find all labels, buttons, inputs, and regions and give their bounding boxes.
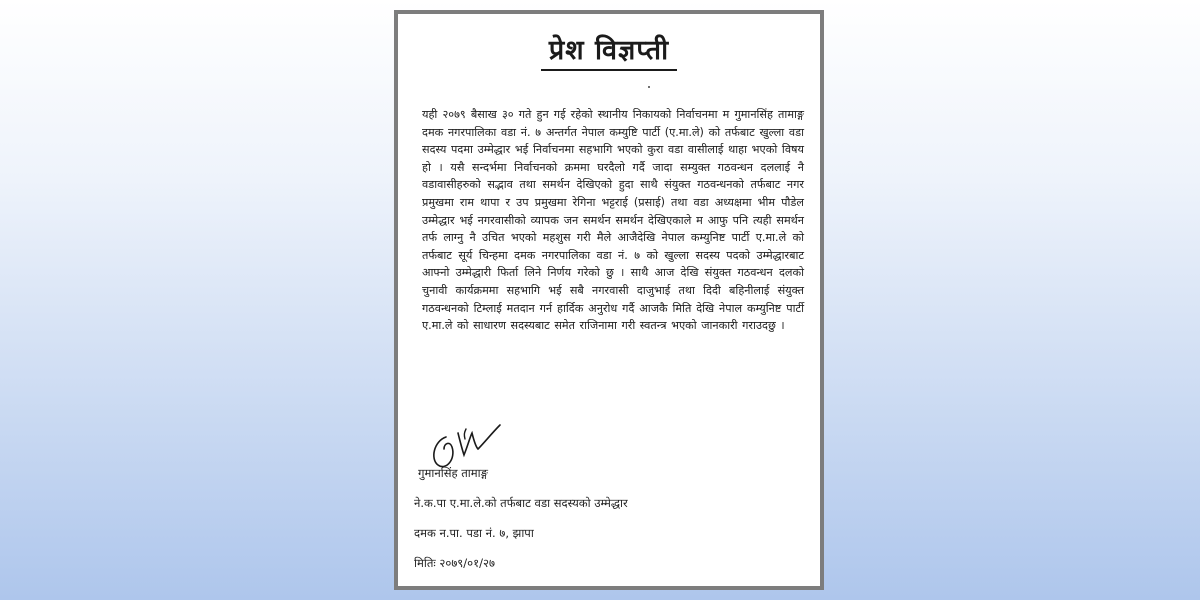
signer-address: दमक न.पा. पडा नं. ७, झापा [414, 526, 534, 540]
signer-name: गुमानसिंह तामाङ्ग [418, 466, 488, 480]
document-title: प्रेश विज्ञप्ती [398, 30, 820, 71]
press-release-document [394, 10, 824, 590]
document-date: मितिः २०७९/०१/२७ [414, 556, 495, 570]
ink-speck [648, 86, 650, 88]
signer-role: ने.क.पा ए.मा.ले.को तर्फबाट वडा सदस्यको उम्मेद्धार [414, 496, 628, 510]
document-body: यही २०७९ बैसाख ३० गते हुन गई रहेको स्थानीय निकायको निर्वाचनमा म गुमानसिंह तामाङ्ग दमक नगरपालिका वडा नं. ७ अन्तर्गत नेपाल कम्युष्टि पार्टी (ए.मा.ले) को तर्फबाट खुल्ला वडा सदस्य पदमा उम्मेद्धार भई निर्वाचनमा सहभागि भएको कुरा वडा वासीलाई थाहा भएको विषय हो । यसै सन्दर्भमा निर्वाचनको क्रममा घरदैलो गर्दै जादा सम्युक्त गठवन्धन दललाई नै वडावासीहरुको सद्भाव तथा समर्थन देखिएको हुदा साथै संयुक्त गठवन्धनको तर्फबाट नगर प्रमुखमा राम थापा र उप प्रमुखमा रेगिना भट्टराई (प्रसाई) तथा वडा अध्यक्षमा भीम पौडेल उम्मेद्धार भई नगरवासीको व्यापक जन समर्थन समर्थन देखिएकाले म आफु पनि त्यही समर्थन तर्फ लाग्नु नै उचित भएको महशुस गरी मैले आजैदेखि नेपाल कम्युनिष्ट पार्टी ए.मा.ले को तर्फबाट सूर्य चिन्हमा दमक नगरपालिका वडा नं. ७ को खुल्ला सदस्य पदको उम्मेद्धारबाट आफ्नो उम्मेद्धारी फिर्ता लिने निर्णय गरेको छु । साथै आज देखि संयुक्त गठवन्धन दलको चुनावी कार्यक्रममा सहभागि भई सबै नगरवासी दाजुभाई तथा दिदी बहिनीलाई संयुक्त गठवन्धनको टिम्लाई मतदान गर्न हार्दिक अनुरोध गर्दै आजकै मिति देखि नेपाल कम्युनिष्ट पार्टी ए.मा.ले को साधारण सदस्यबाट समेत राजिनामा गरी स्वतन्त्र भएको जानकारी गराउदछु । [422, 108, 804, 333]
